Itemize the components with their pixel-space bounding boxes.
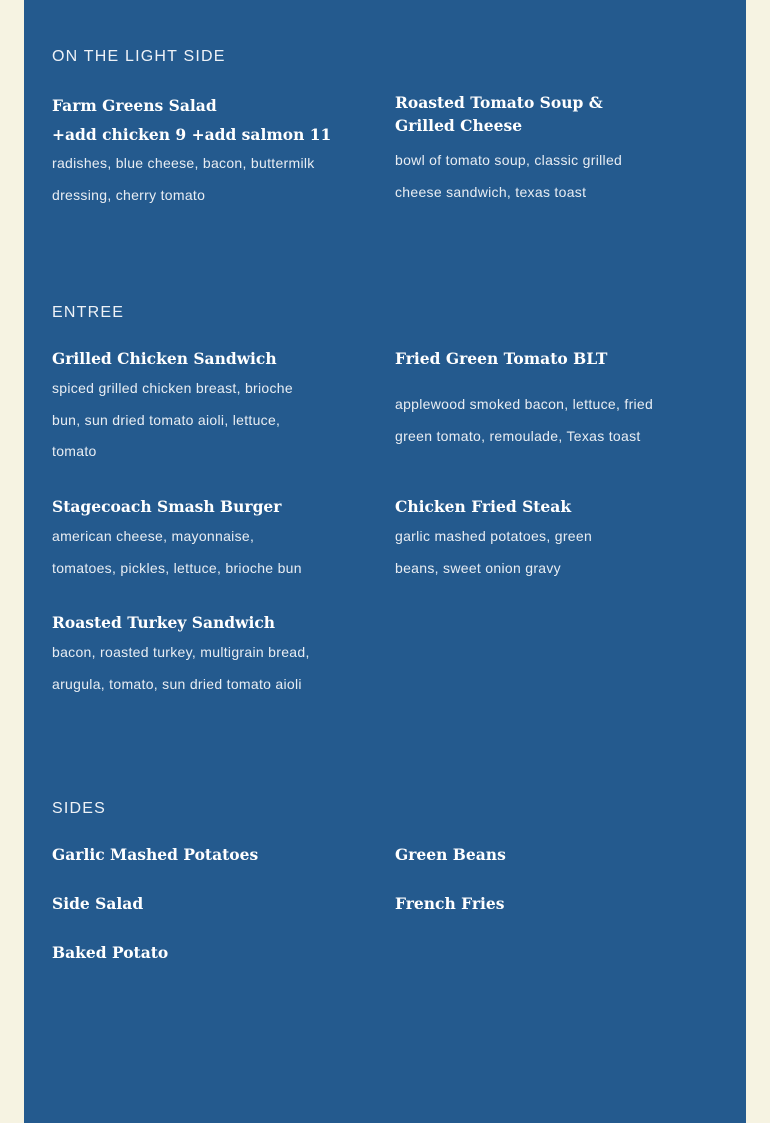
menu-item-side-salad — [52, 892, 327, 915]
item-description: american cheese, mayonnaise, tomatoes, pickles, lettuce, brioche bun — [52, 528, 302, 576]
item-description: bowl of tomato soup, classic grilled cheese sandwich, texas toast — [395, 152, 623, 200]
item-name — [52, 91, 342, 149]
menu-item-french-fries — [395, 892, 670, 915]
menu-item-roasted-turkey-sandwich — [52, 611, 322, 700]
item-name: Baked Potato — [52, 943, 169, 962]
menu-item-garlic-mashed-potatoes — [52, 843, 327, 866]
menu-item-stagecoach-smash-burger — [52, 495, 312, 584]
section-title-light-side: ON THE LIGHT SIDE — [52, 48, 226, 65]
item-name-line: Grilled Cheese — [395, 116, 523, 135]
menu-item-green-beans — [395, 843, 670, 866]
item-description: spiced grilled chicken breast, brioche bun, sun dried tomato aioli, lettuce, tomato — [52, 380, 293, 459]
item-name: Stagecoach Smash Burger — [52, 497, 282, 516]
item-name: Fried Green Tomato BLT — [395, 349, 608, 368]
item-name: Grilled Chicken Sandwich — [52, 349, 277, 368]
item-description: garlic mashed potatoes, green beans, sweet onion gravy — [395, 528, 593, 576]
item-name: Green Beans — [395, 845, 506, 864]
item-description: applewood smoked bacon, lettuce, fried green tomato, remoulade, Texas toast — [395, 396, 654, 444]
item-name: Roasted Turkey Sandwich — [52, 613, 276, 632]
menu-item-chicken-fried-steak — [395, 495, 645, 584]
menu-item-farm-greens-salad — [52, 91, 342, 211]
menu-item-baked-potato — [52, 941, 327, 964]
item-name: French Fries — [395, 894, 505, 913]
item-name: Side Salad — [52, 894, 144, 913]
section-title-sides: SIDES — [52, 800, 107, 817]
item-name-addons: +add chicken 9 +add salmon 11 — [52, 125, 332, 144]
item-name — [395, 91, 635, 137]
section-title-entree: ENTREE — [52, 304, 125, 321]
menu-panel — [24, 0, 746, 1123]
item-name: Garlic Mashed Potatoes — [52, 845, 259, 864]
menu-item-roasted-tomato-soup — [395, 91, 635, 208]
item-name-line: Roasted Tomato Soup & — [395, 93, 603, 112]
menu-item-fried-green-tomato-blt — [395, 347, 665, 452]
item-description: radishes, blue cheese, bacon, buttermilk dressing, cherry tomato — [52, 155, 315, 203]
item-name: Chicken Fried Steak — [395, 497, 572, 516]
item-description: bacon, roasted turkey, multigrain bread, arugula, tomato, sun dried tomato aioli — [52, 644, 310, 692]
menu-item-grilled-chicken-sandwich — [52, 347, 302, 468]
item-name-line: Farm Greens Salad — [52, 96, 217, 115]
